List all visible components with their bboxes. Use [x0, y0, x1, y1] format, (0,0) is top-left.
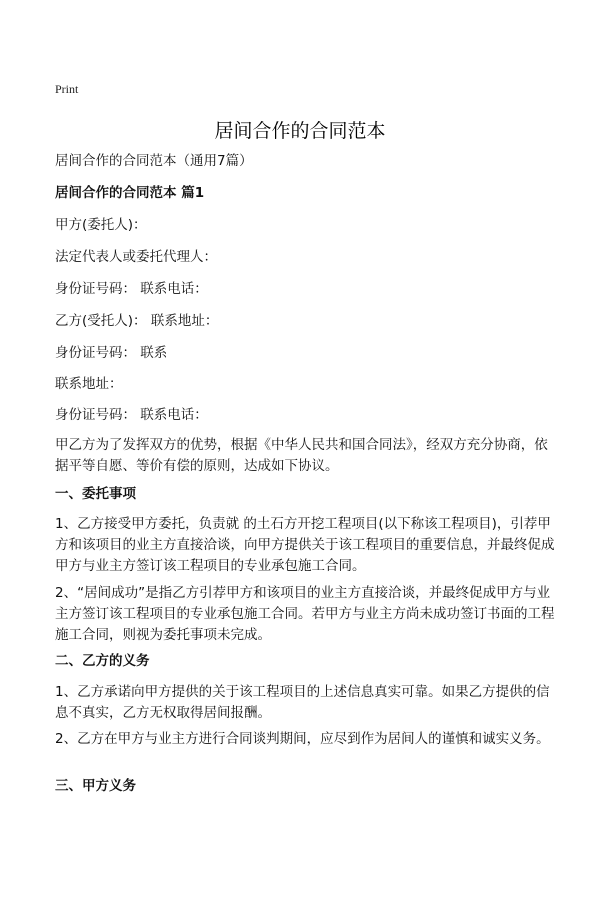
heading-party-a-obligations: 三、甲方义务 — [55, 778, 136, 794]
legal-rep-line: 法定代表人或委托代理人： — [55, 249, 217, 265]
preamble-paragraph: 甲乙方为了发挥双方的优势，根据《中华人民共和国合同法》，经双方充分协商，依据平等自愿、等价有偿的原则，达成如下协议。 — [55, 437, 548, 474]
document-title: 居间合作的合同范本 — [214, 120, 386, 142]
clause-2-1: 1、乙方承诺向甲方提供的关于该工程项目的上述信息真实可靠。如果乙方提供的信息不真实，乙方无权取得居间报酬。 — [55, 684, 550, 721]
section-title: 居间合作的合同范本 篇1 — [55, 185, 205, 201]
id-phone-line-2: 身份证号码： 联系电话： — [55, 407, 208, 423]
document-subtitle: 居间合作的合同范本（通用7篇） — [55, 153, 253, 169]
print-label: Print — [55, 82, 79, 96]
id-contact-line: 身份证号码： 联系 — [55, 345, 168, 361]
heading-entrusted-matters: 一、委托事项 — [55, 486, 136, 502]
clause-1-1: 1、乙方接受甲方委托，负责就 的土石方开挖工程项目(以下称该工程项目)，引荐甲方和该项目的业主方直接洽谈，向甲方提供关于该工程项目的重要信息，并最终促成甲方与业主方签订该工程项目的专业承包施工合同。 — [55, 516, 555, 574]
party-b-line: 乙方(受托人)： 联系地址： — [55, 313, 219, 329]
clause-2-2: 2、乙方在甲方与业主方进行合同谈判期间，应尽到作为居间人的谨慎和诚实义务。 — [55, 731, 550, 747]
party-a-line: 甲方(委托人)： — [55, 217, 147, 233]
heading-party-b-obligations: 二、乙方的义务 — [55, 653, 150, 669]
contact-address-line: 联系地址： — [55, 376, 123, 392]
clause-1-2: 2、“居间成功”是指乙方引荐甲方和该项目的业主方直接洽谈，并最终促成甲方与业主方签订该工程项目的专业承包施工合同。若甲方与业主方尚未成功签订书面的工程施工合同，则视为委托事项未完成。 — [55, 585, 555, 643]
id-phone-line-1: 身份证号码： 联系电话： — [55, 281, 208, 297]
